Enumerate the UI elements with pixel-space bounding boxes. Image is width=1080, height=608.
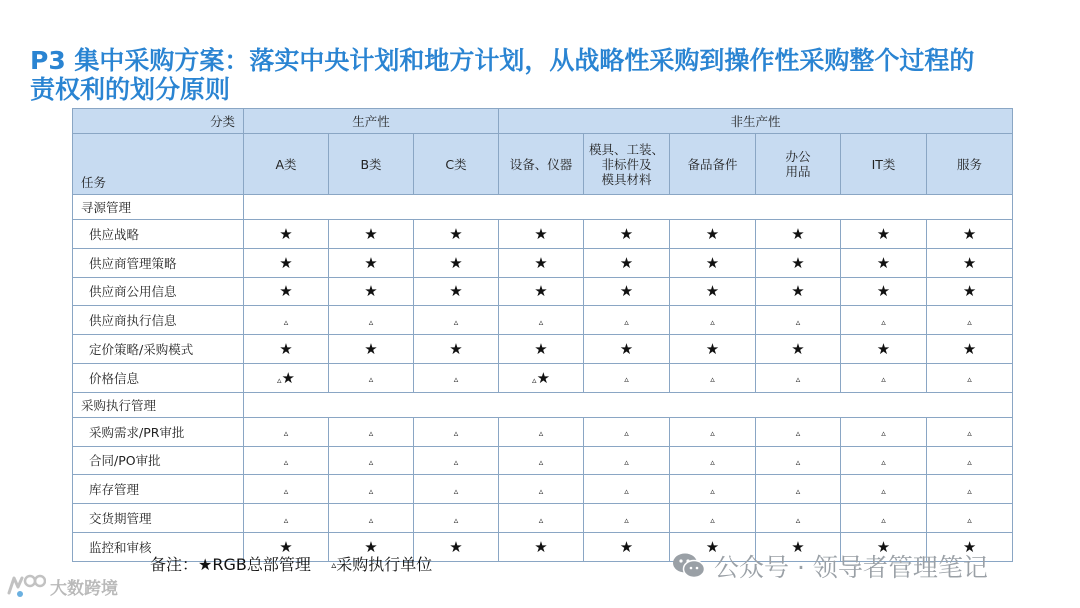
triangle-mark: ▵ <box>710 515 715 526</box>
responsibility-cell <box>414 475 499 504</box>
table-row <box>73 363 1013 392</box>
star-mark: ★ <box>705 224 720 243</box>
wechat-icon <box>672 552 706 580</box>
responsibility-cell <box>244 446 329 475</box>
star-mark: ★ <box>705 340 720 359</box>
star-mark: ★ <box>619 282 634 301</box>
mixed-mark: ▵★ <box>532 368 551 387</box>
triangle-mark: ▵ <box>538 429 544 440</box>
section-filler <box>244 392 1013 417</box>
triangle-mark: ▵ <box>368 429 374 440</box>
responsibility-cell <box>499 532 584 561</box>
column-header: A类 <box>244 134 329 195</box>
star-mark: ★ <box>876 340 891 359</box>
star-mark: ★ <box>876 253 891 272</box>
triangle-mark: ▵ <box>538 486 544 497</box>
page-title-line-1: P3 集中采购方案：落实中央计划和地方计划，从战略性采购到操作性采购整个过程的 <box>30 46 975 75</box>
star-mark: ★ <box>279 253 293 272</box>
star-mark: ★ <box>962 224 977 243</box>
star-mark: ★ <box>791 340 805 359</box>
responsibility-cell <box>244 363 329 392</box>
triangle-mark: ▵ <box>453 515 459 526</box>
responsibility-cell <box>670 220 756 249</box>
responsibility-cell <box>414 417 499 446</box>
responsibility-cell <box>670 417 756 446</box>
responsibility-cell <box>756 306 841 335</box>
section-label: 寻源管理 <box>73 195 244 220</box>
table-row <box>73 306 1013 335</box>
star-mark: ★ <box>876 282 891 301</box>
triangle-mark: ▵ <box>795 515 801 526</box>
triangle-mark: ▵ <box>453 317 459 328</box>
responsibility-cell <box>414 277 499 306</box>
triangle-mark: ▵ <box>453 375 459 386</box>
star-mark: ★ <box>534 537 548 556</box>
responsibility-cell <box>584 277 670 306</box>
column-header: B类 <box>329 134 414 195</box>
responsibility-cell <box>584 335 670 364</box>
watermark-brand-text: 大数跨境 <box>50 578 118 599</box>
triangle-mark: ▵ <box>795 317 801 328</box>
responsibility-cell <box>841 248 927 277</box>
triangle-mark: ▵ <box>624 429 629 440</box>
triangle-mark: ▵ <box>795 486 801 497</box>
responsibility-cell <box>927 306 1013 335</box>
responsibility-cell <box>584 248 670 277</box>
star-mark: ★ <box>619 224 634 243</box>
triangle-mark: ▵ <box>881 317 886 328</box>
responsibility-cell <box>499 504 584 533</box>
responsibility-cell <box>927 504 1013 533</box>
task-label: 交货期管理 <box>73 504 244 533</box>
star-mark: ★ <box>791 537 805 556</box>
task-label: 供应商执行信息 <box>73 306 244 335</box>
triangle-mark: ▵ <box>368 486 374 497</box>
star-mark: ★ <box>619 253 634 272</box>
responsibility-cell <box>841 504 927 533</box>
triangle-mark: ▵ <box>795 429 801 440</box>
responsibility-cell <box>670 446 756 475</box>
triangle-mark: ▵ <box>538 515 544 526</box>
task-label: 采购需求/PR审批 <box>73 417 244 446</box>
triangle-mark: ▵ <box>795 457 801 468</box>
responsibility-cell <box>927 277 1013 306</box>
watermark-wechat <box>672 548 988 584</box>
task-label: 库存管理 <box>73 475 244 504</box>
responsibility-cell <box>927 248 1013 277</box>
star-mark: ★ <box>876 537 891 556</box>
triangle-mark: ▵ <box>967 457 972 468</box>
star-mark: ★ <box>364 224 378 243</box>
table-row <box>73 220 1013 249</box>
responsibility-cell <box>414 504 499 533</box>
responsibility-cell <box>244 220 329 249</box>
responsibility-cell <box>584 532 670 561</box>
triangle-mark: ▵ <box>368 317 374 328</box>
triangle-mark: ▵ <box>624 515 629 526</box>
responsibility-cell <box>756 220 841 249</box>
responsibility-cell <box>927 363 1013 392</box>
section-row <box>73 392 1013 417</box>
legend-star-symbol: ★ <box>198 555 213 574</box>
task-label: 供应战略 <box>73 220 244 249</box>
responsibility-cell <box>756 363 841 392</box>
triangle-mark: ▵ <box>967 515 972 526</box>
responsibility-cell <box>927 417 1013 446</box>
table-row <box>73 417 1013 446</box>
group-nonproduction-header: 非生产性 <box>499 109 1013 134</box>
star-mark: ★ <box>449 282 463 301</box>
star-mark: ★ <box>364 537 378 556</box>
responsibility-cell <box>756 335 841 364</box>
responsibility-cell <box>414 335 499 364</box>
responsibility-cell <box>841 306 927 335</box>
task-label: 价格信息 <box>73 363 244 392</box>
responsibility-cell <box>841 446 927 475</box>
group-production-header: 生产性 <box>244 109 499 134</box>
section-row <box>73 195 1013 220</box>
responsibility-cell <box>670 248 756 277</box>
star-mark: ★ <box>279 340 293 359</box>
responsibility-cell <box>584 475 670 504</box>
responsibility-cell <box>329 277 414 306</box>
triangle-mark: ▵ <box>795 375 801 386</box>
star-mark: ★ <box>279 282 293 301</box>
responsibility-cell <box>927 335 1013 364</box>
triangle-mark: ▵ <box>624 317 629 328</box>
triangle-mark: ▵ <box>453 486 459 497</box>
responsibility-cell <box>841 417 927 446</box>
responsibility-cell <box>670 363 756 392</box>
responsibility-cell <box>499 335 584 364</box>
responsibility-cell <box>670 306 756 335</box>
legend-triangle-text: 采购执行单位 <box>336 555 433 574</box>
responsibility-cell <box>414 220 499 249</box>
section-filler <box>244 195 1013 220</box>
star-mark: ★ <box>279 224 293 243</box>
triangle-mark: ▵ <box>283 317 289 328</box>
star-mark: ★ <box>619 340 634 359</box>
triangle-mark: ▵ <box>624 375 629 386</box>
column-header: C类 <box>414 134 499 195</box>
task-label: 供应商公用信息 <box>73 277 244 306</box>
triangle-mark: ▵ <box>710 486 715 497</box>
responsibility-cell <box>329 446 414 475</box>
responsibility-cell <box>841 220 927 249</box>
responsibility-cell <box>499 475 584 504</box>
triangle-mark: ▵ <box>967 317 972 328</box>
table-row <box>73 475 1013 504</box>
corner-task-label: 任务 <box>73 134 244 195</box>
responsibility-cell <box>841 363 927 392</box>
responsibility-cell <box>499 446 584 475</box>
responsibility-cell <box>414 306 499 335</box>
responsibility-cell <box>329 475 414 504</box>
star-mark: ★ <box>619 537 634 556</box>
triangle-mark: ▵ <box>368 515 374 526</box>
triangle-mark: ▵ <box>710 457 715 468</box>
responsibility-cell <box>841 475 927 504</box>
triangle-mark: ▵ <box>881 429 886 440</box>
triangle-mark: ▵ <box>453 457 459 468</box>
table-row <box>73 248 1013 277</box>
star-mark: ★ <box>449 340 463 359</box>
star-mark: ★ <box>705 282 720 301</box>
column-header: 设备、仪器 <box>499 134 584 195</box>
responsibility-cell <box>584 504 670 533</box>
responsibility-cell <box>244 504 329 533</box>
watermark-brand <box>6 573 118 599</box>
star-mark: ★ <box>534 282 548 301</box>
column-header: 办公 用品 <box>756 134 841 195</box>
responsibility-cell <box>329 248 414 277</box>
responsibility-cell <box>499 417 584 446</box>
triangle-mark: ▵ <box>453 429 459 440</box>
corner-category-label: 分类 <box>73 109 244 134</box>
star-mark: ★ <box>449 224 463 243</box>
responsibility-cell <box>756 417 841 446</box>
star-mark: ★ <box>705 253 720 272</box>
responsibility-cell <box>841 277 927 306</box>
star-mark: ★ <box>962 253 977 272</box>
table-row <box>73 446 1013 475</box>
star-mark: ★ <box>449 537 463 556</box>
responsibility-cell <box>584 306 670 335</box>
legend-triangle-symbol: ▵ <box>331 560 337 571</box>
responsibility-cell <box>244 248 329 277</box>
mixed-mark: ▵★ <box>277 368 295 387</box>
star-mark: ★ <box>364 340 378 359</box>
star-mark: ★ <box>791 224 805 243</box>
triangle-mark: ▵ <box>283 486 289 497</box>
star-mark: ★ <box>876 224 891 243</box>
brand-logo-icon <box>6 573 46 599</box>
responsibility-cell <box>927 475 1013 504</box>
responsibility-cell <box>244 475 329 504</box>
task-label: 监控和审核 <box>73 532 244 561</box>
responsibility-cell <box>670 335 756 364</box>
responsibility-cell <box>584 363 670 392</box>
responsibility-cell <box>244 335 329 364</box>
star-mark: ★ <box>791 253 805 272</box>
legend-prefix: 备注： <box>150 555 199 574</box>
star-mark: ★ <box>534 224 548 243</box>
section-label: 采购执行管理 <box>73 392 244 417</box>
responsibility-cell <box>584 417 670 446</box>
responsibility-cell <box>756 248 841 277</box>
star-mark: ★ <box>364 253 378 272</box>
triangle-mark: ▵ <box>538 317 544 328</box>
triangle-mark: ▵ <box>881 457 886 468</box>
legend-star-text: RGB总部管理 <box>212 555 311 574</box>
responsibility-cell <box>329 306 414 335</box>
responsibility-cell <box>499 306 584 335</box>
triangle-mark: ▵ <box>967 429 972 440</box>
responsibility-cell <box>670 475 756 504</box>
star-mark: ★ <box>364 282 378 301</box>
star-mark: ★ <box>279 537 293 556</box>
star-mark: ★ <box>962 282 977 301</box>
triangle-mark: ▵ <box>881 375 886 386</box>
responsibility-matrix-table <box>72 108 1013 562</box>
responsibility-cell <box>414 446 499 475</box>
star-mark: ★ <box>534 340 548 359</box>
column-header: 模具、工装、 非标件及 模具材料 <box>584 134 670 195</box>
star-mark: ★ <box>962 537 977 556</box>
triangle-mark: ▵ <box>881 486 886 497</box>
responsibility-cell <box>499 220 584 249</box>
responsibility-cell <box>244 417 329 446</box>
responsibility-cell <box>670 277 756 306</box>
task-label: 供应商管理策略 <box>73 248 244 277</box>
page-title-line-2: 责权利的划分原则 <box>30 75 231 104</box>
triangle-mark: ▵ <box>881 515 886 526</box>
column-header: 备品备件 <box>670 134 756 195</box>
task-label: 定价策略/采购模式 <box>73 335 244 364</box>
triangle-mark: ▵ <box>710 317 715 328</box>
star-mark: ★ <box>705 537 720 556</box>
column-header: IT类 <box>841 134 927 195</box>
responsibility-cell <box>329 504 414 533</box>
responsibility-cell <box>499 277 584 306</box>
star-mark: ★ <box>962 340 977 359</box>
triangle-mark: ▵ <box>283 515 289 526</box>
responsibility-cell <box>414 248 499 277</box>
triangle-mark: ▵ <box>624 486 629 497</box>
star-mark: ★ <box>534 253 548 272</box>
responsibility-cell <box>841 335 927 364</box>
responsibility-cell <box>756 277 841 306</box>
responsibility-cell <box>756 504 841 533</box>
triangle-mark: ▵ <box>967 486 972 497</box>
responsibility-cell <box>329 417 414 446</box>
triangle-mark: ▵ <box>624 457 629 468</box>
responsibility-cell <box>499 363 584 392</box>
responsibility-cell <box>414 363 499 392</box>
responsibility-cell <box>756 446 841 475</box>
legend-note <box>150 552 432 575</box>
responsibility-cell <box>244 277 329 306</box>
responsibility-cell <box>584 446 670 475</box>
responsibility-cell <box>670 504 756 533</box>
triangle-mark: ▵ <box>368 375 374 386</box>
responsibility-cell <box>329 220 414 249</box>
responsibility-cell <box>756 475 841 504</box>
responsibility-cell <box>927 220 1013 249</box>
table-row <box>73 277 1013 306</box>
responsibility-cell <box>244 306 329 335</box>
responsibility-cell <box>329 335 414 364</box>
star-mark: ★ <box>791 282 805 301</box>
responsibility-cell <box>329 363 414 392</box>
triangle-mark: ▵ <box>710 375 715 386</box>
star-mark: ★ <box>449 253 463 272</box>
watermark-wechat-text: 公众号 · 领导者管理笔记 <box>714 553 988 582</box>
triangle-mark: ▵ <box>283 457 289 468</box>
triangle-mark: ▵ <box>283 429 289 440</box>
column-header: 服务 <box>927 134 1013 195</box>
responsibility-cell <box>584 220 670 249</box>
triangle-mark: ▵ <box>368 457 374 468</box>
triangle-mark: ▵ <box>967 375 972 386</box>
triangle-mark: ▵ <box>538 457 544 468</box>
responsibility-cell <box>499 248 584 277</box>
page-title <box>30 46 1060 104</box>
triangle-mark: ▵ <box>710 429 715 440</box>
responsibility-cell <box>927 446 1013 475</box>
table-row <box>73 504 1013 533</box>
task-label: 合同/PO审批 <box>73 446 244 475</box>
table-row <box>73 335 1013 364</box>
